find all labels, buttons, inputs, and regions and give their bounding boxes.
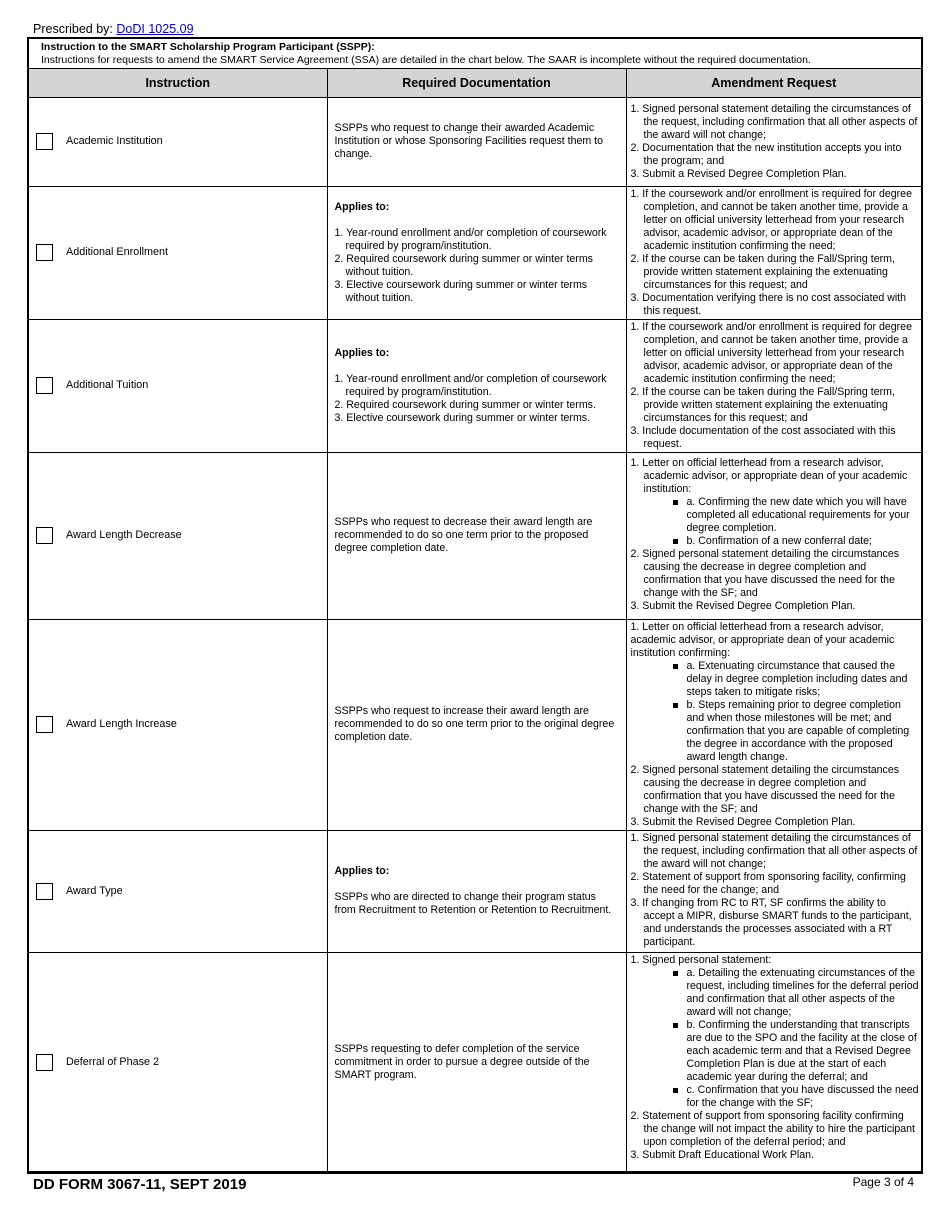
prescribed-link[interactable]: DoDI 1025.09 [116, 22, 194, 36]
header-instruction: Instruction [29, 69, 327, 97]
amendment-item: 3. Submit Draft Educational Work Plan. [630, 1148, 815, 1161]
form-frame [27, 37, 923, 1174]
documentation-item: 2. Required coursework during summer or winter terms. [334, 398, 596, 411]
documentation-item: 1. Year-round enrollment and/or completion of coursework required by program/institution. [334, 226, 607, 252]
academic-institution-checkbox[interactable] [36, 133, 53, 150]
amendment-item: 2. If the course can be taken during the Fall/Spring term, provide written statement explaining the extenuating circumstances for this request; and [630, 385, 895, 424]
documentation-item: 1. Year-round enrollment and/or completion of coursework required by program/institution. [334, 372, 607, 398]
table-row [29, 186, 921, 319]
amendment-subitem: b. Confirmation of a new conferral date; [631, 535, 920, 548]
documentation-cell [327, 319, 626, 452]
documentation-cell [327, 452, 626, 619]
instruction-box [29, 39, 921, 69]
bullet-icon [673, 664, 678, 669]
documentation-cell [327, 97, 626, 186]
documentation-item: 3. Elective coursework during summer or winter terms without tuition. [334, 278, 588, 304]
table-row [29, 952, 921, 1172]
documentation-item: 2. Required coursework during summer or winter terms without tuition. [334, 252, 593, 278]
table-row [29, 97, 921, 186]
amendment-item: 1. Letter on official letterhead from a research advisor, academic advisor, or appropriate dean of your academic institution confirming: [630, 620, 895, 659]
amendment-item: 3. Submit a Revised Degree Completion Plan. [630, 168, 847, 180]
documentation-text: SSPPs who request to increase their award length are recommended to do so one term prior to the original degree completion date. [334, 705, 615, 743]
amendment-table [29, 69, 921, 1172]
amendment-item: 2. Statement of support from sponsoring facility, confirming the need for the change; and [630, 870, 906, 896]
documentation-cell [327, 619, 626, 830]
amendment-item: 1. Signed personal statement detailing the circumstances of the request, including confirmation that all other aspects of the award will not change; [630, 831, 918, 870]
amendment-item: 1. Signed personal statement: [630, 953, 772, 966]
bullet-icon [673, 703, 678, 708]
applies-to-label: Applies to: [334, 346, 390, 359]
table-row [29, 830, 921, 952]
header-required-documentation: Required Documentation [327, 69, 626, 97]
prescribed-label: Prescribed by: [33, 22, 113, 36]
instruction-label: Award Length Decrease [66, 529, 182, 541]
instruction-cell [29, 952, 327, 1172]
amendment-item: 3. Submit the Revised Degree Completion Plan. [630, 815, 856, 828]
instruction-cell [29, 186, 327, 319]
instruction-label: Additional Enrollment [66, 246, 169, 258]
amendment-subitem: c. Confirmation that you have discussed the need for the change with the SF; [631, 1084, 920, 1110]
award-length-decrease-checkbox[interactable] [36, 527, 53, 544]
applies-to-label: Applies to: [334, 865, 390, 877]
documentation-cell [327, 952, 626, 1172]
award-type-checkbox[interactable] [36, 883, 53, 900]
instruction-cell [29, 319, 327, 452]
instruction-label: Academic Institution [66, 135, 163, 147]
amendment-cell [626, 319, 921, 452]
instruction-cell [29, 97, 327, 186]
amendment-cell [626, 452, 921, 619]
amendment-item: 1. Letter on official letterhead from a research advisor, academic advisor, or appropriate dean of your academic institution: [630, 456, 908, 495]
instruction-label: Award Type [66, 884, 123, 897]
form-id: DD FORM 3067-11, SEPT 2019 [33, 1176, 247, 1193]
instruction-label: Award Length Increase [66, 718, 177, 730]
deferral-of-phase-2-checkbox[interactable] [36, 1054, 53, 1071]
bullet-icon [673, 539, 678, 544]
amendment-item: 2. If the course can be taken during the Fall/Spring term, provide written statement explaining the extenuating circumstances for this request; and [630, 252, 895, 291]
header-amendment-request: Amendment Request [626, 69, 921, 97]
amendment-item: 2. Signed personal statement detailing the circumstances causing the decrease in degree completion and confirmation that you have discussed the need for the change with the SF; and [630, 547, 900, 599]
amendment-item: 2. Signed personal statement detailing the circumstances causing the decrease in degree completion and confirmation that you have discussed the need for the change with the SF; and [630, 763, 900, 815]
amendment-subitem: b. Confirming the understanding that transcripts are due to the SPO and the facility at the close of each academic term and that a Revised Degree Completion Plan is due at the start of each academic year during the deferral; and [631, 1019, 920, 1084]
documentation-text: SSPPs who request to change their awarded Academic Institution or whose Sponsoring Facilities request them to change. [334, 122, 604, 160]
documentation-item: 3. Elective coursework during summer or winter terms. [334, 411, 591, 424]
instruction-cell [29, 619, 327, 830]
amendment-item: 3. If changing from RC to RT, SF confirms the ability to accept a MIPR, disburse SMART funds to the participant, and understands the processes associated with a RT participant. [630, 896, 912, 948]
amendment-item: 1. If the coursework and/or enrollment is required for degree completion, and cannot be taken another time, provide a letter on official university letterhead from your research advisor, academic advisor, or appropriate dean of the academic institution confirming the need; [630, 320, 912, 385]
table-row [29, 619, 921, 830]
prescribed-by [33, 22, 194, 36]
bullet-icon [673, 971, 678, 976]
instruction-cell [29, 830, 327, 952]
bullet-icon [673, 1023, 678, 1028]
bullet-icon [673, 500, 678, 505]
amendment-cell [626, 186, 921, 319]
documentation-cell [327, 186, 626, 319]
documentation-text: SSPPs who request to decrease their award length are recommended to do so one term prior to the proposed degree completion date. [334, 516, 593, 554]
documentation-text: SSPPs who are directed to change their program status from Recruitment to Retention or Retention to Recruitment. [334, 891, 612, 916]
instruction-label: Deferral of Phase 2 [66, 1055, 160, 1068]
amendment-item: 3. Documentation verifying there is no cost associated with this request. [630, 291, 907, 317]
amendment-subitem: a. Extenuating circumstance that caused the delay in degree completion including dates and steps taken to mitigate risks; [631, 660, 920, 699]
additional-tuition-checkbox[interactable] [36, 377, 53, 394]
amendment-item: 2. Documentation that the new institution accepts you into the program; and [630, 142, 902, 167]
page-number: Page 3 of 4 [852, 1175, 914, 1189]
award-length-increase-checkbox[interactable] [36, 716, 53, 733]
table-header-row [29, 69, 921, 97]
bullet-icon [673, 1088, 678, 1093]
amendment-item: 2. Statement of support from sponsoring facility confirming the change will not impact the ability to hire the participant upon completion of the deferral period; and [630, 1109, 915, 1148]
amendment-subitem: a. Confirming the new date which you will have completed all educational requirements for your degree completion. [631, 496, 920, 535]
instruction-cell [29, 452, 327, 619]
additional-enrollment-checkbox[interactable] [36, 244, 53, 261]
table-row [29, 319, 921, 452]
amendment-cell [626, 619, 921, 830]
amendment-cell [626, 952, 921, 1172]
amendment-item: 3. Submit the Revised Degree Completion Plan. [630, 599, 856, 612]
amendment-item: 1. Signed personal statement detailing the circumstances of the request, including confirmation that all other aspects of the award will not change; [630, 103, 918, 141]
applies-to-label: Applies to: [334, 200, 390, 213]
amendment-subitem: a. Detailing the extenuating circumstances of the request, including timelines for the deferral period and confirmation that all other aspects of the award will not change; [631, 967, 920, 1019]
amendment-item: 1. If the coursework and/or enrollment is required for degree completion, and cannot be taken another time, provide a letter on official university letterhead from your research advisor, academic advisor, or appropriate dean of the academic institution confirming the need; [630, 187, 912, 252]
instruction-text: Instructions for requests to amend the SMART Service Agreement (SSA) are detailed in the chart below. The SAAR is incomplete without the required documentation. [41, 54, 811, 66]
amendment-item: 3. Include documentation of the cost associated with this request. [630, 424, 896, 450]
amendment-cell [626, 97, 921, 186]
instruction-label: Additional Tuition [66, 379, 149, 391]
amendment-subitem: b. Steps remaining prior to degree completion and when those milestones will be met; and confirmation that you are capable of completing the degree in accordance with the proposed award length change. [631, 699, 920, 764]
documentation-text: SSPPs requesting to defer completion of the service commitment in order to pursue a degree outside of the SMART program. [334, 1042, 590, 1081]
documentation-cell [327, 830, 626, 952]
amendment-cell [626, 830, 921, 952]
instruction-title: Instruction to the SMART Scholarship Program Participant (SSPP): [41, 41, 375, 53]
table-row [29, 452, 921, 619]
